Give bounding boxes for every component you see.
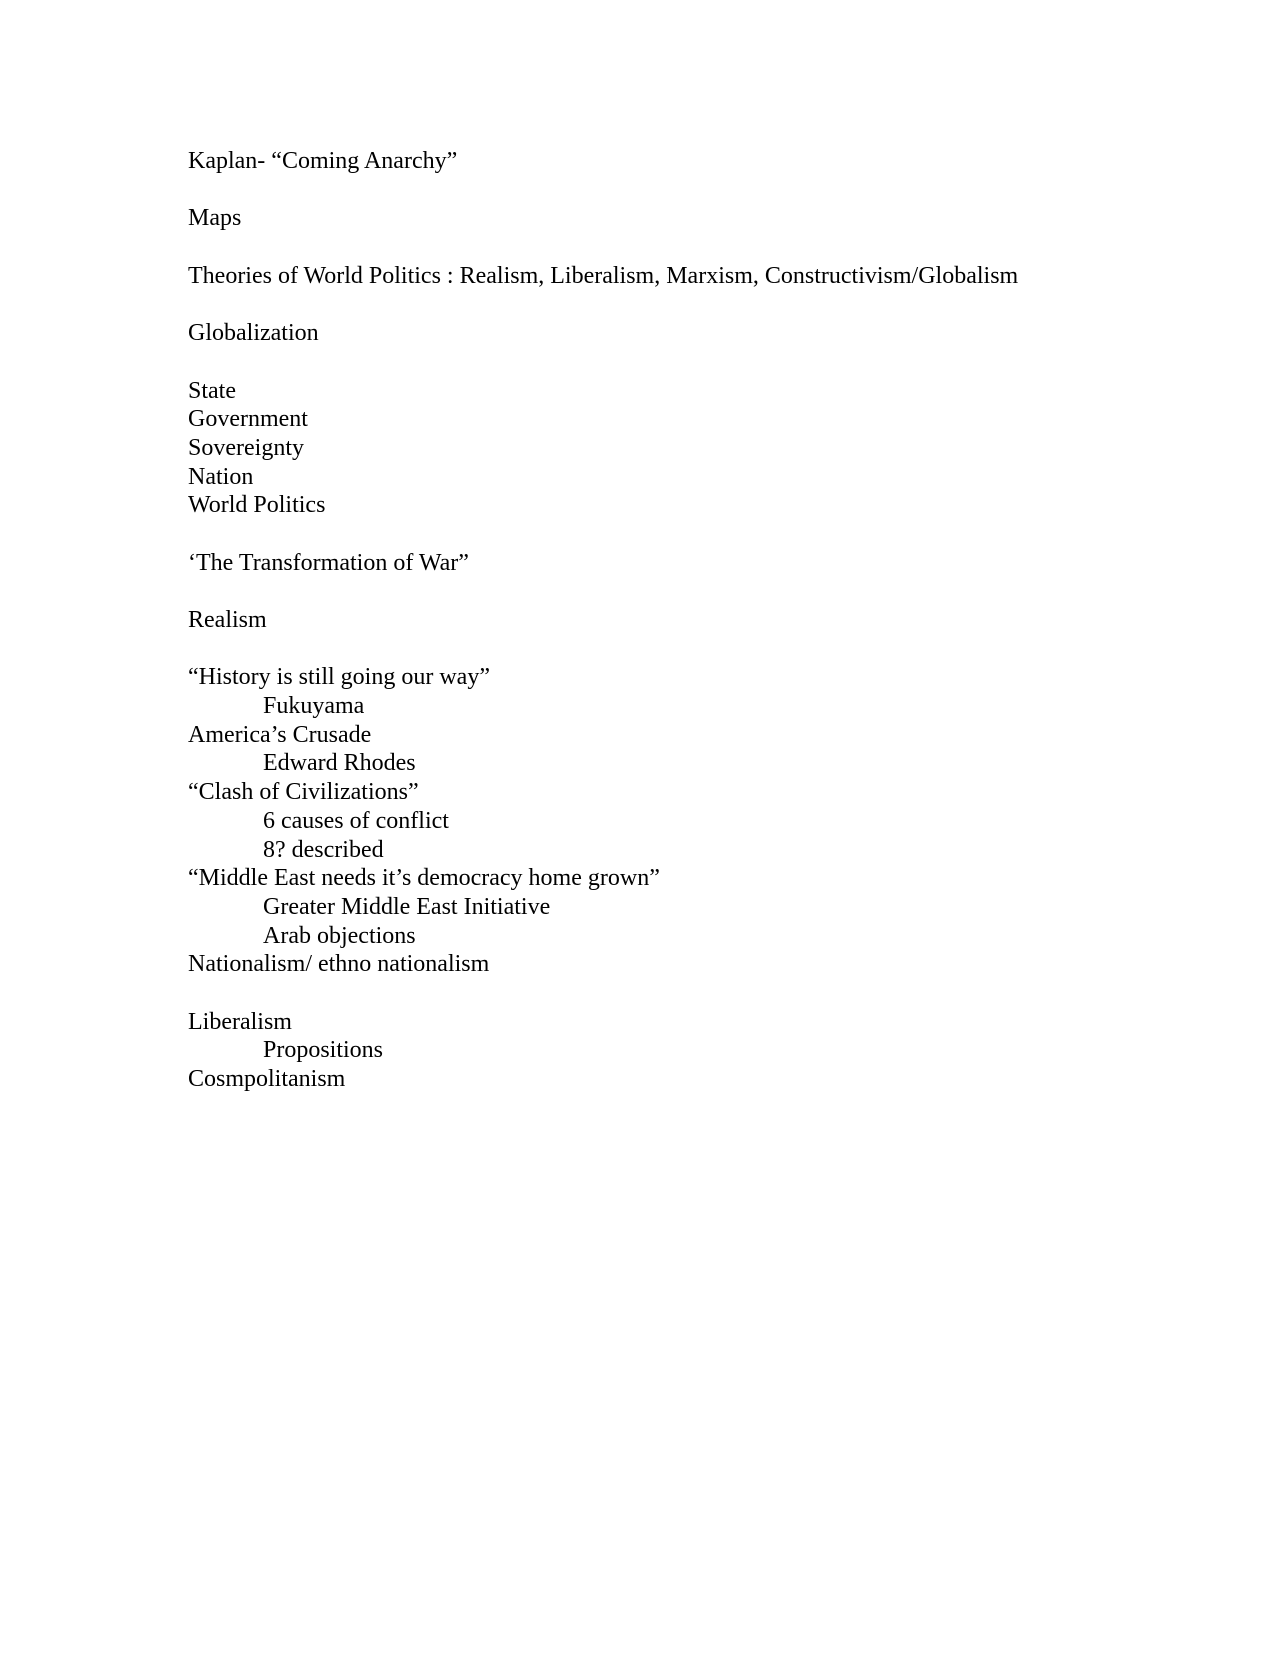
document-body bbox=[188, 147, 1188, 1094]
blank-line bbox=[188, 635, 1188, 664]
outline-item: Government bbox=[188, 406, 308, 433]
outline-item: “History is still going our way” bbox=[188, 664, 490, 691]
outline-item: “Middle East needs it’s democracy home grown” bbox=[188, 865, 660, 892]
outline-item: Sovereignty bbox=[188, 434, 304, 461]
outline-subitem: Fukuyama bbox=[263, 693, 365, 720]
outline-item: State bbox=[188, 377, 236, 404]
blank-line bbox=[188, 290, 1188, 319]
blank-line bbox=[188, 577, 1188, 606]
outline-item: World Politics bbox=[188, 492, 326, 519]
outline-item: Nation bbox=[188, 463, 254, 490]
blank-line bbox=[188, 233, 1188, 262]
outline-subitem: Edward Rhodes bbox=[263, 750, 416, 777]
outline-item: Globalization bbox=[188, 320, 319, 347]
blank-line bbox=[188, 520, 1188, 549]
outline-item: Maps bbox=[188, 205, 242, 232]
outline-item: Cosmpolitanism bbox=[188, 1066, 346, 1092]
blank-line bbox=[188, 176, 1188, 205]
outline-item: Liberalism bbox=[188, 1008, 292, 1035]
outline-subitem: Arab objections bbox=[263, 922, 416, 949]
outline-item: America’s Crusade bbox=[188, 721, 372, 748]
blank-line bbox=[188, 348, 1188, 377]
outline-item: Kaplan- “Coming Anarchy” bbox=[188, 148, 458, 174]
outline-item: Realism bbox=[188, 607, 267, 633]
blank-line bbox=[188, 979, 1188, 1008]
outline-item: Nationalism/ ethno nationalism bbox=[188, 951, 490, 978]
outline-item: “Clash of Civilizations” bbox=[188, 779, 419, 806]
outline-subitem: 8? described bbox=[263, 836, 384, 863]
outline-item: Theories of World Politics : Realism, Liberalism, Marxism, Constructivism/Globalism bbox=[188, 262, 1019, 289]
outline-item: ‘The Transformation of War” bbox=[188, 549, 469, 576]
outline-subitem: Propositions bbox=[263, 1037, 384, 1064]
outline-subitem: 6 causes of conflict bbox=[263, 807, 449, 834]
outline-subitem: Greater Middle East Initiative bbox=[263, 893, 551, 920]
